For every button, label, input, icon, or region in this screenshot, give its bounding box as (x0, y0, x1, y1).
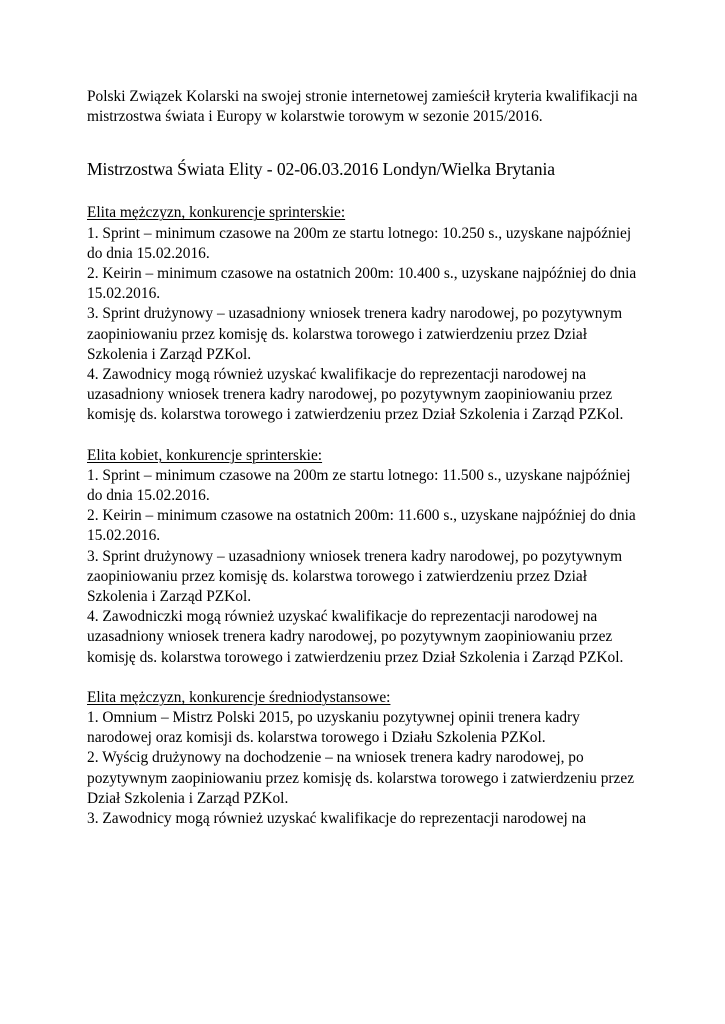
section-women-sprint (87, 446, 647, 668)
section-title: Elita mężczyzn, konkurencje średniodystansowe: (87, 688, 391, 706)
criteria-item: 4. Zawodniczki mogą również uzyskać kwalifikacje do reprezentacji narodowej na uzasadniony wniosek trenera kadry narodowej, po pozytywnym zaopiniowaniu przez komisję ds. kolarstwa torowego i zatwierdzeniu przez Dział Szkolenia i Zarząd PZKol. (87, 608, 624, 666)
criteria-item: 4. Zawodnicy mogą również uzyskać kwalifikacje do reprezentacji narodowej na uzasadniony wniosek trenera kadry narodowej, po pozytywnym zaopiniowaniu przez komisję ds. kolarstwa torowego i zatwierdzeniu przez Dział Szkolenia i Zarząd PZKol. (87, 366, 624, 424)
criteria-item: 1. Omnium – Mistrz Polski 2015, po uzyskaniu pozytywnej opinii trenera kadry narodowej oraz komisji ds. kolarstwa torowego i Działu Szkolenia PZKol. (87, 709, 580, 747)
section-title: Elita mężczyzn, konkurencje sprinterskie: (87, 204, 346, 222)
criteria-item: 3. Zawodnicy mogą również uzyskać kwalifikacje do reprezentacji narodowej na (87, 810, 587, 828)
criteria-item: 2. Keirin – minimum czasowe na ostatnich 200m: 11.600 s., uzyskane najpóźniej do dnia 15.02.2016. (87, 507, 636, 545)
criteria-item: 1. Sprint – minimum czasowe na 200m ze startu lotnego: 11.500 s., uzyskane najpóźniej do dnia 15.02.2016. (87, 466, 631, 505)
criteria-item: 2. Keirin – minimum czasowe na ostatnich 200m: 10.400 s., uzyskane najpóźniej do dnia 15.02.2016. (87, 265, 637, 303)
section-men-middle-distance (87, 688, 647, 829)
document-body (87, 87, 647, 849)
criteria-item: 3. Sprint drużynowy – uzasadniony wniosek trenera kadry narodowej, po pozytywnym zaopiniowaniu przez komisję ds. kolarstwa torowego i zatwierdzeniu przez Dział Szkolenia i Zarząd PZKol. (87, 547, 623, 606)
section-men-sprint (87, 203, 647, 425)
intro-paragraph: Polski Związek Kolarski na swojej stronie internetowej zamieścił kryteria kwalifikacji na mistrzostwa świata i Europy w kolarstwie torowym w sezonie 2015/2016. (87, 88, 638, 126)
criteria-item: 3. Sprint drużynowy – uzasadniony wniosek trenera kadry narodowej, po pozytywnym zaopiniowaniu przez komisję ds. kolarstwa torowego i zatwierdzeniu przez Dział Szkolenia i Zarząd PZKol. (87, 305, 623, 363)
section-heading: Mistrzostwa Świata Elity - 02-06.03.2016 Londyn/Wielka Brytania (87, 159, 555, 180)
section-title: Elita kobiet, konkurencje sprinterskie: (87, 446, 323, 464)
criteria-item: 1. Sprint – minimum czasowe na 200m ze startu lotnego: 10.250 s., uzyskane najpóźniej do dnia 15.02.2016. (87, 224, 632, 262)
criteria-item: 2. Wyścig drużynowy na dochodzenie – na wniosek trenera kadry narodowej, po pozytywnym zaopiniowaniu przez komisję ds. kolarstwa torowego i zatwierdzeniu przez Dział Szkolenia i Zarząd PZKol. (87, 749, 635, 807)
